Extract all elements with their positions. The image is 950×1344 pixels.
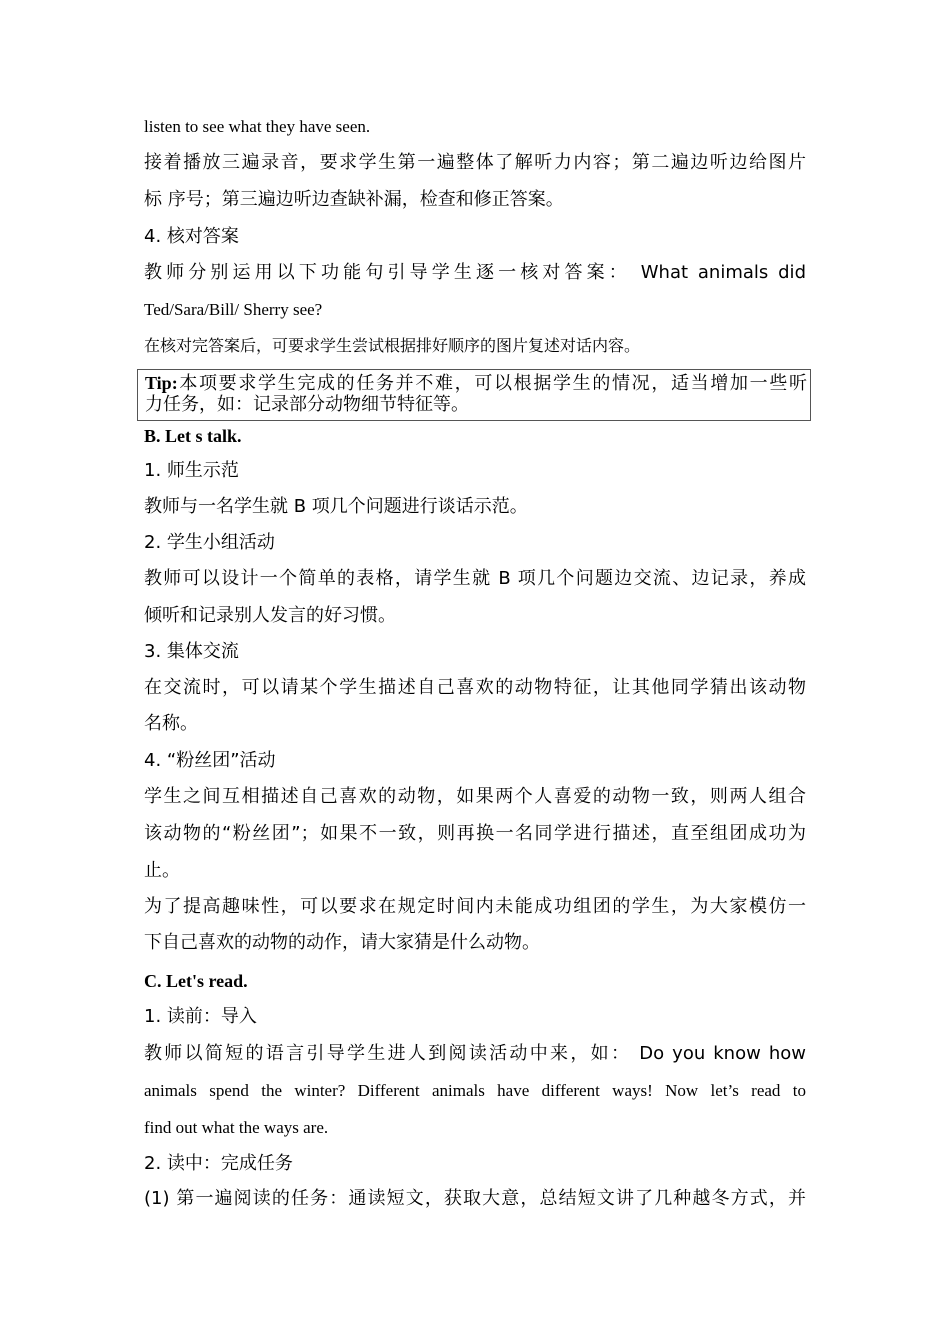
- paragraph-line: animals spend the winter? Different animals have different ways! Now let’s read to: [144, 1081, 806, 1100]
- section-heading: 2. 读中：完成任务: [144, 1153, 293, 1174]
- section-heading: 4. 核对答案: [144, 226, 239, 247]
- paragraph-line: 名称。: [144, 713, 198, 734]
- paragraph-line: 标 序号；第三遍边听边查缺补漏，检查和修正答案。: [144, 189, 564, 210]
- tip-box: [137, 369, 811, 421]
- paragraph-line: 接着播放三遍录音，要求学生第一遍整体了解听力内容；第二遍边听边给图片: [144, 152, 806, 173]
- paragraph-line: 倾听和记录别人发言的好习惯。: [144, 605, 396, 626]
- paragraph-line: 教师以简短的语言引导学生进人到阅读活动中来，如： Do you know how: [144, 1043, 806, 1064]
- section-heading: 4. “粉丝团”活动: [144, 750, 276, 771]
- tip-label: Tip:: [145, 373, 178, 393]
- paragraph-line: 下自己喜欢的动物的动作，请大家猜是什么动物。: [144, 932, 540, 953]
- section-heading: 2. 学生小组活动: [144, 532, 275, 553]
- paragraph-line: 在核对完答案后，可要求学生尝试根据排好顺序的图片复述对话内容。: [144, 336, 641, 355]
- tip-text: 本项要求学生完成的任务并不难，可以根据学生的情况，适当增加一些听: [177, 373, 807, 394]
- paragraph-line: 该动物的“粉丝团”；如果不一致，则再换一名同学进行描述，直至组团成功为: [144, 823, 806, 844]
- section-heading: 1. 读前：导入: [144, 1006, 257, 1027]
- paragraph-line: 教师可以设计一个简单的表格，请学生就 B 项几个问题边交流、边记录，养成: [144, 568, 806, 589]
- section-heading-b: B. Let s talk.: [144, 426, 242, 446]
- paragraph-line: 在交流时，可以请某个学生描述自己喜欢的动物特征，让其他同学猜出该动物: [144, 677, 806, 698]
- paragraph-line: 教师分别运用以下功能句引导学生逐一核对答案： What animals did: [144, 262, 806, 283]
- section-heading: 3. 集体交流: [144, 641, 239, 662]
- paragraph-line: 为了提高趣味性，可以要求在规定时间内未能成功组团的学生，为大家模仿一: [144, 896, 806, 917]
- tip-line: 力任务，如：记录部分动物细节特征等。: [145, 394, 469, 415]
- tip-line: [145, 372, 807, 395]
- section-heading: 1. 师生示范: [144, 460, 239, 481]
- paragraph-line: (1) 第一遍阅读的任务：通读短文，获取大意，总结短文讲了几种越冬方式，并: [144, 1188, 806, 1209]
- paragraph-line: 教师与一名学生就 B 项几个问题进行谈话示范。: [144, 496, 528, 517]
- section-heading-c: C. Let's read.: [144, 971, 248, 991]
- paragraph-line: find out what the ways are.: [144, 1118, 329, 1137]
- paragraph-line: 止。: [144, 860, 180, 881]
- paragraph-line: Ted/Sara/Bill/ Sherry see?: [144, 300, 323, 319]
- paragraph-line: listen to see what they have seen.: [144, 117, 371, 136]
- paragraph-line: 学生之间互相描述自己喜欢的动物，如果两个人喜爱的动物一致，则两人组合: [144, 786, 806, 807]
